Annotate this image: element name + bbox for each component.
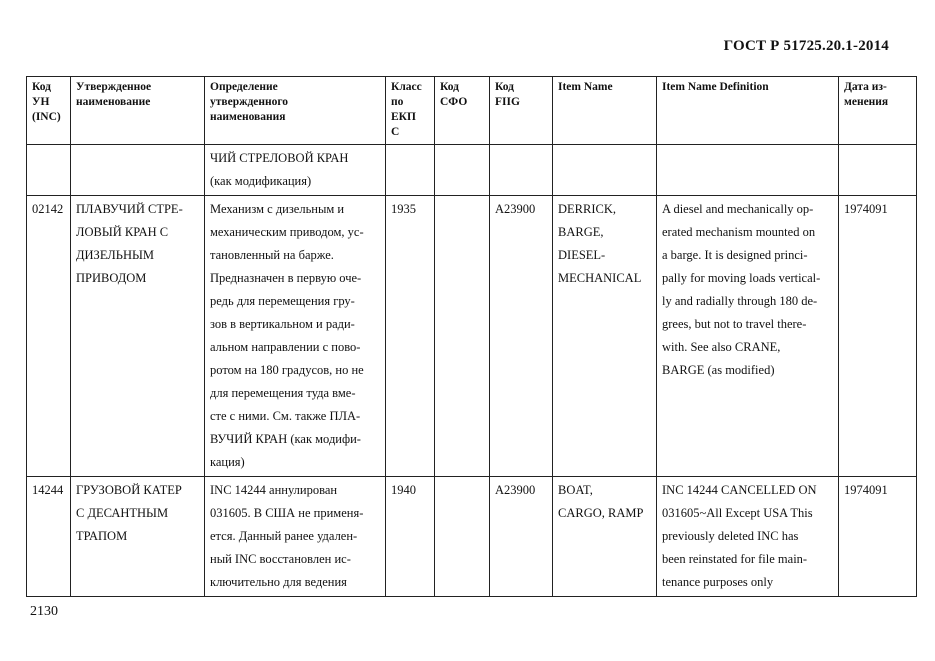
cell-approved-name: ГРУЗОВОЙ КАТЕР С ДЕСАНТНЫМ ТРАПОМ: [71, 477, 205, 597]
cell-approved-name: ПЛАВУЧИЙ СТРЕ- ЛОВЫЙ КРАН С ДИЗЕЛЬНЫМ ПРИВОДОМ: [71, 196, 205, 477]
cell-item-name: BOAT, CARGO, RAMP: [553, 477, 657, 597]
cell-date: [839, 145, 917, 196]
header-item-name: Item Name: [553, 77, 657, 145]
cell-inc: 02142: [27, 196, 71, 477]
cell-sfo: [435, 145, 490, 196]
cell-item-definition: A diesel and mechanically op- erated mechanism mounted on a barge. It is designed princi- pally for moving loads vertical- ly and radially through 180 de- grees, but not to travel there- with. See also CRANE, BARGE (as modified): [657, 196, 839, 477]
cell-item-definition: [657, 145, 839, 196]
table-row: [27, 477, 917, 597]
cell-inc: [27, 145, 71, 196]
header-fiig: Код FIIG: [490, 77, 553, 145]
cell-sfo: [435, 196, 490, 477]
header-inc: Код УН (INC): [27, 77, 71, 145]
cell-class: 1935: [386, 196, 435, 477]
cell-inc: 14244: [27, 477, 71, 597]
cell-item-name: [553, 145, 657, 196]
cell-class: 1940: [386, 477, 435, 597]
header-approved-name: Утвержденное наименование: [71, 77, 205, 145]
cell-class: [386, 145, 435, 196]
header-date: Дата из- менения: [839, 77, 917, 145]
document-number: ГОСТ Р 51725.20.1-2014: [723, 38, 889, 54]
cell-sfo: [435, 477, 490, 597]
cell-item-name: DERRICK, BARGE, DIESEL- MECHANICAL: [553, 196, 657, 477]
cell-definition: ЧИЙ СТРЕЛОВОЙ КРАН (как модификация): [205, 145, 386, 196]
classification-table: [26, 76, 917, 597]
cell-date: 1974091: [839, 196, 917, 477]
cell-fiig: A23900: [490, 477, 553, 597]
header-sfo: Код СФО: [435, 77, 490, 145]
cell-definition: Механизм с дизельным и механическим приводом, ус- тановленный на барже. Предназначен в первую оче- редь для перемещения гру- зов в вертикальном и ради- альном направлении с пово- ротом на 180 градусов, но не для перемещения туда вме- сте с ними. См. также ПЛА- ВУЧИЙ КРАН (как модифи- кация): [205, 196, 386, 477]
header-row: [27, 77, 917, 145]
page-number: 2130: [30, 604, 58, 619]
cell-date: 1974091: [839, 477, 917, 597]
header-class: Класс по ЕКП С: [386, 77, 435, 145]
cell-item-definition: INC 14244 CANCELLED ON 031605~All Except USA This previously deleted INC has been reinstated for file main- tenance purposes only: [657, 477, 839, 597]
cell-fiig: [490, 145, 553, 196]
header-item-definition: Item Name Definition: [657, 77, 839, 145]
cell-definition: INC 14244 аннулирован 031605. В США не применя- ется. Данный ранее удален- ный INC восстановлен ис- ключительно для ведения: [205, 477, 386, 597]
cell-approved-name: [71, 145, 205, 196]
cell-fiig: A23900: [490, 196, 553, 477]
table-row: [27, 196, 917, 477]
table-row: [27, 145, 917, 196]
header-definition: Определение утвержденного наименования: [205, 77, 386, 145]
